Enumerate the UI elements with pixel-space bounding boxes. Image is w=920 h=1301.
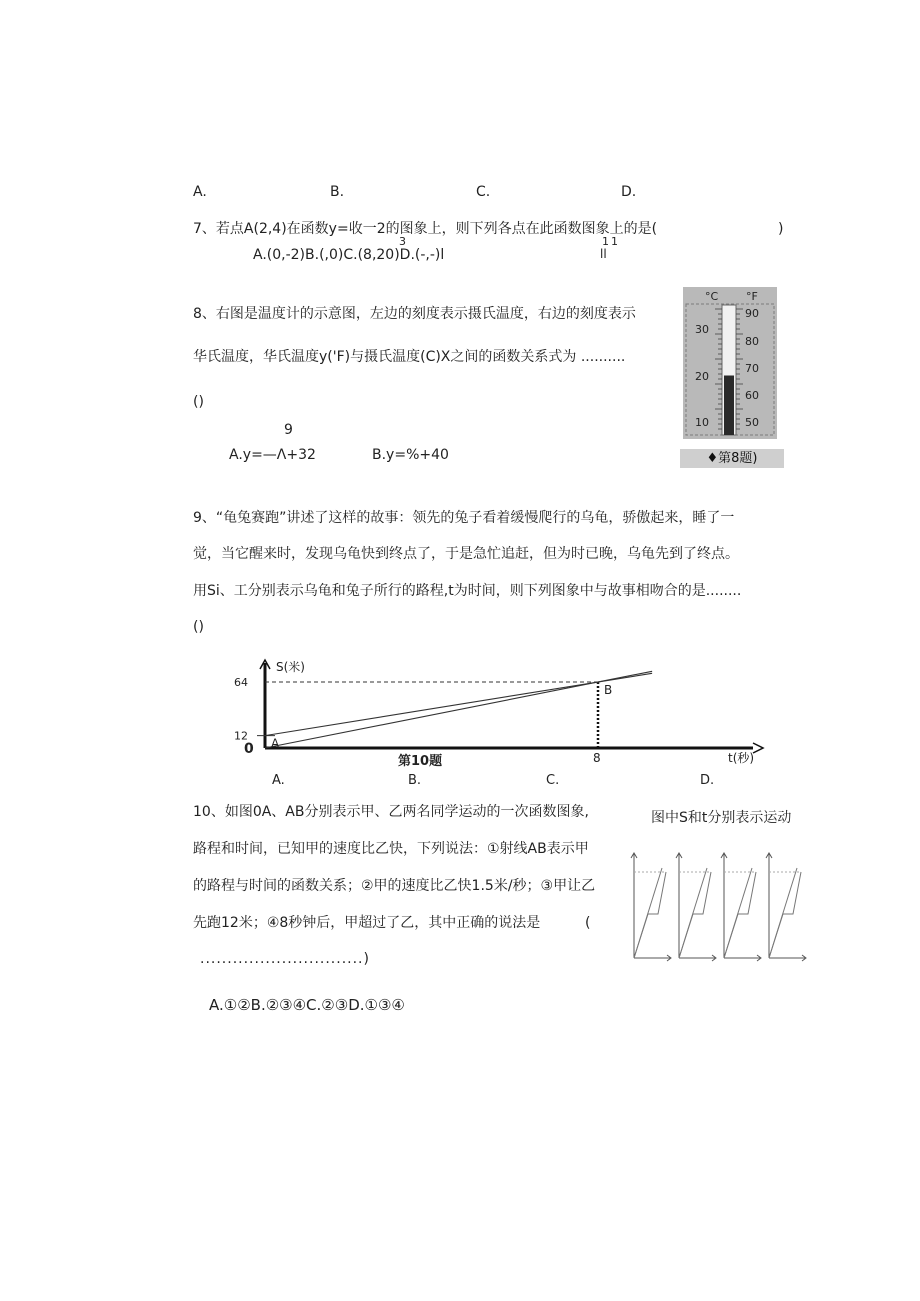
chart-labels [234, 659, 754, 788]
chart-axes [257, 660, 763, 753]
q10-line-3: 的路程与时间的函数关系；②甲的速度比乙快1.5米/秒；③甲让乙 [193, 878, 596, 894]
fahrenheit-tick-80: 80 [745, 335, 759, 348]
answer-graph-4 [766, 853, 806, 961]
thermometer-unit-celsius: °C [705, 290, 719, 303]
thermometer-mercury [724, 376, 734, 436]
q8-option-b: B.y=%+40 [372, 447, 449, 463]
q7-fraction-top: 11 [602, 235, 620, 248]
q8-line-1: 8、右图是温度计的示意图，左边的刻度表示摄氏温度，右边的刻度表示 [193, 306, 636, 322]
answer-graph-3 [721, 853, 761, 961]
chart-caption: 第10题 [398, 754, 443, 769]
answer-graph-1 [631, 853, 671, 961]
chart-series [265, 671, 652, 748]
q10-side-note: 图中S和t分别表示运动 [651, 810, 792, 826]
y-tick-label-12: 12 [234, 729, 248, 743]
q8-fraction-numerator: 9 [284, 422, 293, 438]
q9-answer-graphs-figure [628, 846, 808, 976]
q10-line-1: 10、如图0A、AB分别表示甲、乙两名同学运动的一次函数图象, [193, 804, 589, 820]
fahrenheit-tick-50: 50 [745, 416, 759, 429]
q8-line-2: 华氏温度，华氏温度y('F)与摄氏温度(C)X之间的函数关系式为 .......... [193, 349, 626, 365]
q10-dots: ..............................) [200, 951, 370, 967]
q6-option-b: B. [330, 184, 345, 200]
point-label-b: B [604, 683, 613, 697]
fahrenheit-tick-90: 90 [745, 307, 759, 320]
celsius-tick-20: 20 [695, 370, 709, 383]
answer-label-d: D. [700, 773, 715, 788]
mini-line [769, 872, 801, 958]
celsius-tick-10: 10 [695, 416, 709, 429]
q9-paren: () [193, 619, 204, 635]
x-tick-label-8: 8 [593, 751, 601, 765]
celsius-tick-30: 30 [695, 323, 709, 336]
mini-line [679, 872, 711, 958]
q6-option-a: A. [193, 184, 207, 200]
q9-line-2: 觉，当它醒来时，发现乌龟快到终点了，于是急忙追赶，但为时已晚，乌龟先到了终点。 [193, 546, 739, 562]
x-axis-arrow [753, 743, 763, 753]
x-axis-label: t(秒) [728, 751, 755, 765]
mini-line [634, 872, 666, 958]
q7-fraction-bottom: ⅼⅼ [600, 247, 607, 261]
q10-line-2: 路程和时间，已知甲的速度比乙快，下列说法：①射线AB表示甲 [193, 841, 589, 857]
answer-label-c: C. [546, 773, 560, 788]
y-tick-label-0: 0 [244, 741, 254, 757]
answer-label-a: A. [272, 773, 285, 788]
q10-options: A.①②B.②③④C.②③D.①③④ [209, 996, 405, 1014]
fahrenheit-tick-60: 60 [745, 389, 759, 402]
thermometer-unit-fahrenheit: °F [746, 290, 758, 303]
q10-line-4: 先跑12米；④8秒钟后，甲超过了乙，其中正确的说法是 [193, 915, 541, 931]
point-label-a: A [271, 736, 280, 751]
thermometer-figure [683, 287, 777, 439]
q7-stem: 7、若点A(2,4)在函数y=收一2的图象上，则下列各点在此函数图象上的是( [193, 221, 658, 237]
q6-option-c: C. [476, 184, 491, 200]
mini-line [724, 872, 756, 958]
fahrenheit-tick-70: 70 [745, 362, 759, 375]
q7-superscript: 3 [399, 235, 406, 248]
answer-graph-2 [676, 853, 716, 961]
q9-line-3: 用Si、工分别表示乌龟和兔子所行的路程,t为时间，则下列图象中与故事相吻合的是........ [193, 583, 742, 599]
thermometer-caption: ♦第8题) [680, 449, 784, 468]
q8-option-a: A.y=—Λ+32 [229, 447, 316, 463]
q6-option-d: D. [621, 184, 637, 200]
q8-paren: () [193, 394, 204, 410]
y-tick-label-64: 64 [234, 676, 248, 689]
q7-paren-close: ) [778, 221, 784, 237]
line-chart [228, 657, 788, 787]
q7-choices: A.(0,-2)B.(,0)C.(8,20)D.(-,-)ⅼ [253, 247, 445, 263]
y-axis-label: S(米) [276, 660, 305, 674]
q9-line-1: 9、“龟兔赛跑”讲述了这样的故事：领先的兔子看着缓慢爬行的乌龟，骄傲起来，睡了一 [193, 510, 735, 526]
q10-paren-open: ( [585, 915, 591, 931]
series-line-2 [265, 671, 652, 748]
answer-label-b: B. [408, 773, 422, 788]
